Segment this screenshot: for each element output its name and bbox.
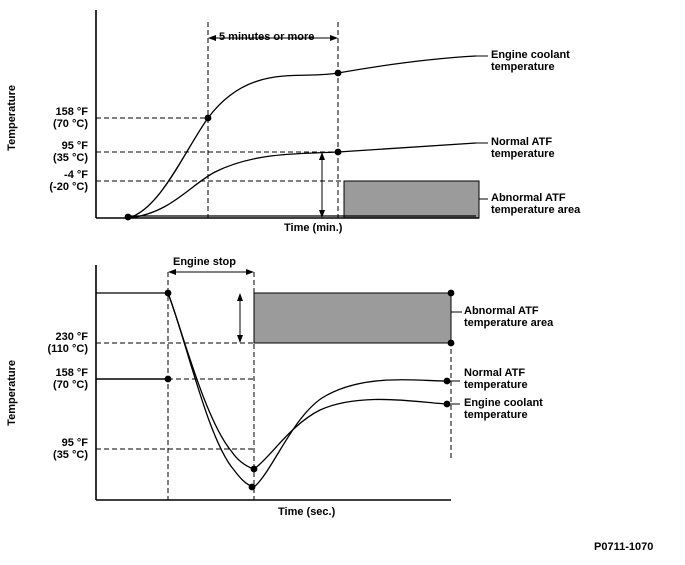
bottom-annotation-engine-stop: Engine stop [173, 256, 236, 268]
top-ytick-95: 95 °F (35 °C) [53, 140, 88, 164]
top-ytick-158: 158 °F (70 °C) [53, 106, 88, 130]
bottom-interval-arrowhead-right [246, 269, 254, 275]
top-interval-arrowhead-left [208, 35, 216, 41]
bottom-series-label-normal-atf: Normal ATF temperature [464, 367, 528, 391]
bottom-point-atf-right [444, 378, 451, 385]
bottom-y-axis-title: Temperature [6, 360, 18, 426]
top-y-axis-title: Temperature [6, 85, 18, 151]
top-series-label-abnormal-area: Abnormal ATF temperature area [491, 192, 581, 216]
bottom-series-label-abnormal-area: Abnormal ATF temperature area [464, 305, 554, 329]
top-interval-arrowhead-right [330, 35, 338, 41]
bottom-point-158 [165, 376, 172, 383]
bottom-point-coolant-right [444, 401, 451, 408]
top-x-axis-title: Time (min.) [284, 222, 343, 234]
bottom-point-atf-min [249, 484, 256, 491]
figure-code: P0711-1070 [594, 541, 654, 553]
bottom-interval-arrowhead-left [168, 269, 176, 275]
top-point-origin [125, 214, 132, 221]
bottom-point-stop-top [165, 290, 172, 297]
top-series-label-coolant: Engine coolant temperature [491, 49, 570, 73]
bottom-x-axis-title: Time (sec.) [278, 506, 336, 518]
top-point-atf-right [335, 149, 342, 156]
bottom-point-area-botright [448, 340, 455, 347]
top-gap-arrowhead-down [319, 210, 325, 218]
bottom-ytick-95: 95 °F (35 °C) [53, 437, 88, 461]
abnormal-area-top [344, 181, 479, 218]
top-annotation-five-minutes: 5 minutes or more [219, 31, 315, 43]
top-series-label-normal-atf: Normal ATF temperature [491, 136, 555, 160]
abnormal-area-bottom [254, 293, 451, 343]
bottom-point-coolant-min [251, 466, 258, 473]
top-point-158 [205, 115, 212, 122]
top-ytick-minus4: -4 °F (-20 °C) [49, 169, 88, 193]
bottom-ytick-158: 158 °F (70 °C) [53, 367, 88, 391]
bottom-point-area-topright [448, 290, 455, 297]
top-point-coolant-right [335, 70, 342, 77]
bottom-gap-arrowhead-down [237, 335, 243, 343]
bottom-series-label-coolant: Engine coolant temperature [464, 397, 543, 421]
bottom-ytick-230: 230 °F (110 °C) [47, 331, 88, 355]
bottom-gap-arrowhead-up [237, 293, 243, 301]
